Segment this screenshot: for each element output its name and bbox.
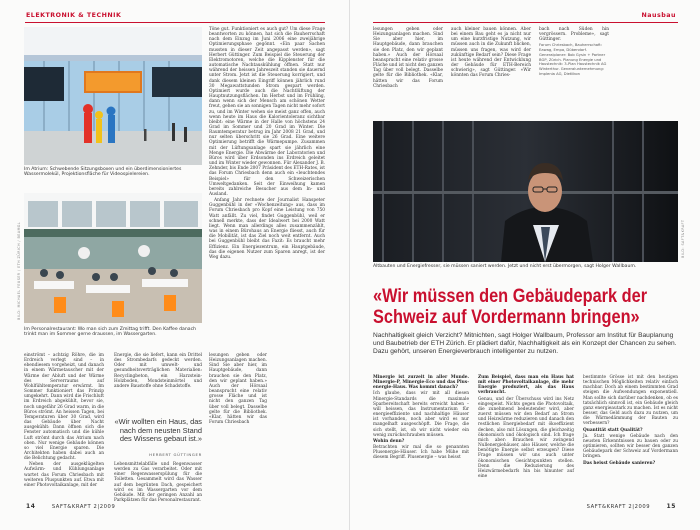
article-lead: Nachhaltigkeit gleich Verzicht? Mitnichten, sagt Holger Wallbaum, Professor am Institut für Bauplanung und Baubetrieb der ETH Zürich. Er plädiert dafür, Nachhaltigkeit als ein Konzept der Chancen zu sehen. Dazu gehört, unseren Energieverbrauch intelligenter zu nutzen. xyxy=(373,332,677,356)
paragraph: Töne gut. Funktioniert es auch gut? Um diese Frage beantworten zu können, hat sich die Bauherrschaft nach dem Einzug im Juni 2006 eine zweijährige Optimierungsphase gegönnt. «Ein paar Sachen mussten in dieser Zeit angepasst werden», sagt Herbert Güttinger. Zum Beispiel die Steuerung der Elektromotoren, welche die Kipplenster für die automatische Nachtauskühlung öffnen. Statt nur während der heissen Jahreszeit standen sie dauernd unter Strom. Jetzt ist die Steuerung korrigiert, und dank diesem kleinen Eingriff können jährlich rund 30 Megawattstunden Strom gespart werden. Optimiert wurde auch die Nachtlüftung der Hauptnutzungsflächen. Im Herbst und im Frühling, dann wenn sich der Mensch am schönen Wetter freut, gehen sie an sonnigen Tagen nicht mehr sofort zu, und im Winter wehen sie meist ganz offen, auch wenn heute im Haus die Kalorientoleranz sichtbar bleibt: eine Wärme in der Halle von höchstens 24 Grad im Sommer und 20 Grad im Winter. Die Raumtemperatur betrug im Jahr 2008 21 Grad, und nur selten überschritt sie 26 Grad. Eine weitere Optimierung betrifft die Wärmepumpe. Zusammen mit der Lüftungsanlage spart sie jährlich eine Menge Energie. Die Abwärme der Laboratorien und Büros wird über Erdsonden ins Erdreich geleitet und im Winter wieder gewonnen. Für Alexander J. B. Zehnder, bis Ende 2007 Präsident des ETH-Rates, ist das Forum Chriesbach denn auch ein «leuchtendes Beispiel» für den Schweizerischen Umweltgedanken. Seit der Einweihung kamen bereits zahlreiche Besucher aus dem In- und Ausland. xyxy=(209,27,325,197)
question: Zum Beispiel, dass man ein Haus hat mit einer Photovoltaikanlage, die mehr Energie produziert, als das Haus verbraucht. xyxy=(478,375,574,396)
paragraph: Lebensmittelabfälle und Regenwasser werden zu Gas verarbeitet. Oder mit einer Regenwasserspülung für die Toiletten. Gesammelt wird das Wasser auf dem begrünten Dach, gespeichert wird es im Wassergarten vor dem Gebäude. Mit der geringen Anzahl an Parkplätzen für das Personalrestaurant. xyxy=(114,462,202,504)
article-title: «Wir müssen den Gebäudepark der Schweiz auf Vordermann bringen» xyxy=(373,286,648,328)
answer: Ja. Statt wenige Gebäude nach den neusten Erkenntnissen zu bauen oder zu optimieren, sollten wir besser den ganzen Gebäudepark der Schweiz auf Vordermann bringen. xyxy=(583,433,678,460)
credits-box: Forum Chriesbach, Bauherrschaft: Eawag, Empa, Dübendorf. Generalplaner: Bob Gysin + Partner BGP, Zürich. Planung Energie und Haustechnik: 3-Plan Haustechnik AG Winterthur. Generalunternehmung: Implenia AG, Dietlikon xyxy=(539,43,607,76)
paragraph: Energie, die sie liefert, kann ein Drittel des Strombedarfs gedeckt werden. Oder mit umwelt- und gesundheitsverträglichen Materialien: Recyclingbeton, ein Harzstein-Holzboden, Mondsteinmörtel und andere Baustoffe ohne Schadstoffe. xyxy=(114,353,202,389)
article-column-3 xyxy=(209,353,267,493)
article-column-top-3 xyxy=(539,27,609,117)
section-rule xyxy=(373,13,678,23)
restaurant-caption: Im Personalrestaurant: Wo man sich zum Zmittag trifft. Den Kaffee danach trinkt man im Sommer gerne draussen, im Wassergarten. xyxy=(24,327,197,338)
article-column-top-2 xyxy=(451,27,531,117)
magazine-name: SAFT&KRAFT 2|2009 xyxy=(586,504,651,510)
page-number: 14 xyxy=(26,503,36,510)
question: Das heisst Gebäude sanieren? xyxy=(583,460,656,466)
portrait-credit: BILD: SAFT&KRAFT xyxy=(681,219,685,258)
portrait-caption: Altbauten und Energiefresser, sie müssen saniert werden. Jetzt und nicht erst übermorgen, sagt Holger Wallbaum. xyxy=(373,264,637,269)
interview-column-1 xyxy=(373,375,469,497)
answer: bestimmte Grösse ist mit den heutigen technischen Möglichkeiten relativ einfach machbar. Doch ab einem bestimmten Grad steigen die Aufwendungen exponentiell. Man sollte sich darüber nachdenken, ob es tatsächlich sinnvoll ist, ein Gebäude gleich ganz energieautark zu machen. Ist es nicht besser, das Geld auch dazu zu nutzen, um die Wärmedämmung der Bauten zu verbessern? xyxy=(583,375,678,427)
right-page xyxy=(350,0,700,530)
section-label: ELEKTRONIK & TECHNIK xyxy=(26,12,122,19)
article-column-top xyxy=(209,27,325,348)
paragraph: auch kleiner bauen können. Aber bei einem Bau geht es ja nicht nur um eine kurzfristige Nutzung, wir müssen auch in die Zukunft blicken, müssen uns fragen, was wird der zukünftige Bedarf sein? Diese Frage ist heute während der Entwicklung der Gebäude für ETH-Bereich schwierig», sagt Güttinger. «Wir könnten das Forum Chries- xyxy=(451,27,531,79)
article-column-2 xyxy=(114,353,202,409)
page-footer-left xyxy=(26,503,115,510)
paragraph: einströmt – achtzig Röhre, die im Erdreich verlegt sind – in ebendiesem vorgeheizt, und danach in einem Wärmetauscher mit der Wärme der Abluft und der Wärme des Serverraums auf Wohlfühltemperatur erwärmt. Im Sommer funktioniert das Prinzip umgekehrt. Dann wird die Frischluft im Erdreich abgekühlt, bevor sie, noch ungefähr 26 Grad warm, in die Büros strömt. An heissen Tagen, bei Temperaturen über 30 Grad, wird das Gebäude über Nacht ausgekühlt: Dann öffnen sich die Fenster automatisch und die kühle Luft strömt durch das Atrium nach oben. Nur wenige Gebäude können so viel Energie sparen. Die Architekten haben dabei auch an die Belichtung gedacht. xyxy=(24,353,104,462)
page-number: 15 xyxy=(666,503,676,510)
question: Wohin denn? xyxy=(373,438,405,444)
article-column-1 xyxy=(24,353,104,493)
portrait-photo xyxy=(373,121,678,262)
interview-column-2 xyxy=(478,375,574,497)
paragraph: Anfang Jahr rechnete der Journalist Hanspeter Guggenbühl in der «Wochenzeitung» aus, dass im Forum Chriesbach pro Kopf eine Leistung von 750 Watt anfällt. Zu viel, findet Guggenbühl, weil er schnell merkte, dass der Idealwert bei 2000 Watt liegt. Wenn man allerdings alles zusammenzählt, was in einem Bürohaus an Energie fliesst, auch für die Mobilität, ist das Ziel noch weit entfernt. Auch bei Guggenbühl bleibt das Fazit: Es braucht mehr Effizienz. Ein Energiezentrum, ein Hauptgebäude, das die eigenen Nutzer zum Sparen anregt, ist der Weg dazu. xyxy=(209,198,325,260)
article-column-2b xyxy=(114,462,202,504)
interview-column-3 xyxy=(583,375,678,497)
question: Quantität statt Qualität? xyxy=(583,427,643,433)
magazine-name: SAFT&KRAFT 2|2009 xyxy=(51,504,116,510)
quote-author: HERBERT GÜTTINGER xyxy=(149,452,202,457)
pull-quote: «Wir wollten ein Haus, das nach dem neusten Stand des Wissens gebaut ist.» xyxy=(114,417,202,444)
paragraph: lesungen geben oder Heizungsanlagen machen. Sind Sie aber hier, im Hauptgebäude, dann brauchen sie den Platz, den wir geplant haben.» Auch der Hörsaal beansprucht eine relativ grosse Fläche und ist nicht den ganzen Tag über voll belegt. Dasselbe gelte für die Bibliothek. «Klar, hätten wir das Forum Chriesbach xyxy=(373,27,443,89)
atrium-photo xyxy=(24,27,202,165)
answer: Ich glaube, dass wir mit all diesen Minergie-Standards die maximale Sparbereitschaft bereits erreicht haben – will heissen, das Instrumentarium für energieeffiziente und nachhaltige Häuser ist vorhanden, noch aber wird es nur mangelhaft ausgeschöpft. Die Frage, die sich stellt, ist, ob wir nicht wieder ein wenig zurückschrauben müssen. xyxy=(373,391,469,438)
section-label: Nausbau xyxy=(641,12,676,19)
restaurant-photo xyxy=(24,193,202,323)
article-column-top-1 xyxy=(373,27,443,117)
paragraph: bach nach Süden hin vergrössern. Probleme», sagt Güttinger. xyxy=(539,27,609,43)
paragraph: lesungen geben oder Heizungsanlagen machen. Sind Sie aber hier, im Hauptgebäude, dann brauchen sie den Platz, den wir geplant haben.» Auch der Hörsaal beansprucht eine relativ grosse Fläche und ist nicht den ganzen Tag über voll belegt. Dasselbe gelte für die Bibliothek. «Klar, hätten wir das Forum Chriesbach xyxy=(209,353,267,426)
atrium-caption: Im Atrium: Schwebende Sitzungsboxen und ein überdimensioniertes Wassermolekül, Projektionsfläche für Videospielereien. xyxy=(24,167,182,178)
page-footer-right xyxy=(587,503,676,510)
answer: Betrachten wir mal die so genannten Plusenergie-Häuser. Ich habe Mühe mit diesem Begriff. Plusenergie – was heisst xyxy=(373,445,469,461)
question: Minergie ist zurzeit in aller Munde. Minergie-P, Minergie-Eco und das Plus-energie-Haus. Was kommt danach? xyxy=(373,375,469,391)
answer: Genau, und der Überschuss wird ins Netz eingespeist. Nichts gegen die Photovoltaik, die zunehmend bedeutender wird, aber zuerst müssen wir den Bedarf an Strom und Heizwärme reduzieren und danach den restlichen Energiebedarf mit ökoeffizient decken, also mit Lösungen, die gleichzeitig ökonomisch und ökologisch sind. Ich frage mich aber: Brauchen wir zwingend Nullenergiehäuser, also Häuser, welche die benötigte Energie selbst erzeugen? Diese Frage müssen wir uns auch unter ökonomischen Gesichtspunkten stellen. Denn die Reduzierung des Heizwärmebedarfs hin bis hinunter auf eine xyxy=(478,396,574,479)
paragraph: Neben der ausgeklügelten Aufwärm- und Kühlungsanlage wartet das Forum Chriesbach mit weiteren Pluspunkten auf. Etwa mit einer Photovoltaikanlage, mit der xyxy=(24,462,104,488)
photo-credit: BILD: MICHAEL FEUSER / ETH ZÜRICH / BEAMGL xyxy=(17,221,21,320)
